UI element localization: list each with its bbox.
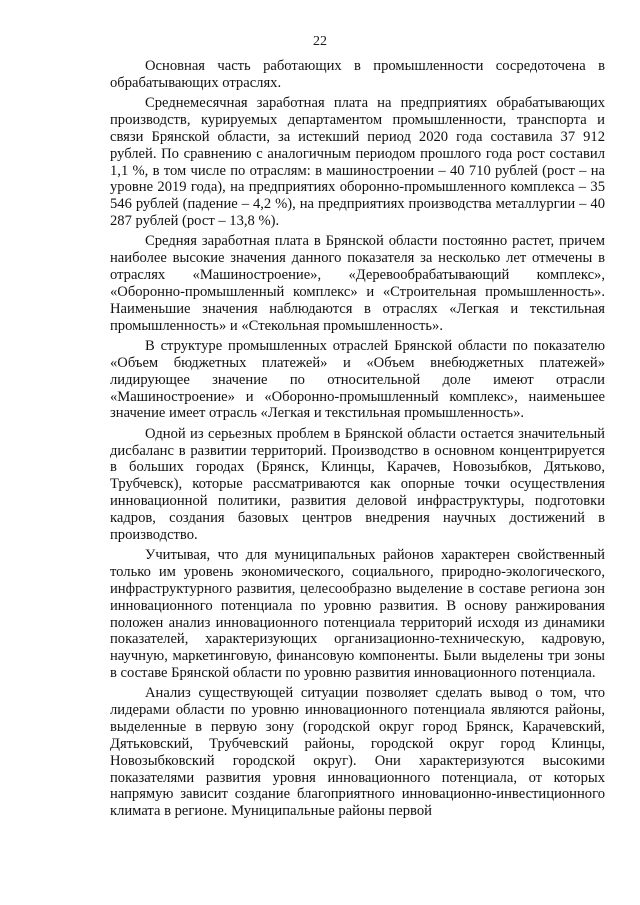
paragraph-7: Анализ существующей ситуации позволяет сделать вывод о том, что лидерами области по уровню инновационного потенциала являются районы, выделенные в первую зону (городской округ город Брянск, Карачевский, Дятьковский, Трубчевский районы, городской округ город Клинцы, Новозыбковский городской округ). Они характеризуются высокими показателями развития уровня инновационного потенциала, от которых напрямую зависит создание благоприятного инновационно-инвестиционного климата в регионе. Муниципальные районы первой: [110, 685, 605, 820]
document-body: [110, 58, 605, 824]
paragraph-3: Средняя заработная плата в Брянской области постоянно растет, причем наиболее высокие значения данного показателя за несколько лет отмечены в отраслях «Машиностроение», «Деревообрабатывающий комплекс», «Оборонно-промышленный комплекс» и «Строительная промышленность». Наименьшие значения наблюдаются в отраслях «Легкая и текстильная промышленность» и «Стекольная промышленность».: [110, 233, 605, 334]
page-number: 22: [313, 34, 327, 49]
paragraph-4: В структуре промышленных отраслей Брянской области по показателю «Объем бюджетных платежей» и «Объем внебюджетных платежей» лидирующее значение по относительной доле имеют отрасли «Машиностроение» и «Оборонно-промышленный комплекс», наименьшее значение имеет отрасль «Легкая и текстильная промышленность».: [110, 338, 605, 422]
paragraph-1: Основная часть работающих в промышленности сосредоточена в обрабатывающих отраслях.: [110, 58, 605, 91]
paragraph-2: Среднемесячная заработная плата на предприятиях обрабатывающих производств, курируемых департаментом промышленности, транспорта и связи Брянской области, за истекший период 2020 года составила 37 912 рублей. По сравнению с аналогичным периодом прошлого года рост составил 1,1 %, в том числе по отраслям: в машиностроении – 40 710 рублей (рост – на уровне 2019 года), на предприятиях оборонно-промышленного комплекса – 35 546 рублей (падение – 4,2 %), на предприятиях производства металлургии – 40 287 рублей (рост – 13,8 %).: [110, 95, 605, 230]
paragraph-5: Одной из серьезных проблем в Брянской области остается значительный дисбаланс в развитии территорий. Производство в основном концентрируется в больших городах (Брянск, Клинцы, Карачев, Новозыбков, Дятьково, Трубчевск), которые рассматриваются как опорные точки осуществления инновационной политики, развития деловой инфраструктуры, подготовки кадров, создания базовых центров внедрения научных достижений в производство.: [110, 425, 605, 543]
paragraph-6: Учитывая, что для муниципальных районов характерен свойственный только им уровень экономического, социального, природно-экологического, инфраструктурного развития, целесообразно выделение в составе региона зон инновационного потенциала по уровню развития. В основу ранжирования положен анализ инновационного потенциала территорий исходя из динамики показателей, характеризующих организационно-техническую, кадровую, научную, маркетинговую, финансовую компоненты. Были выделены три зоны в составе Брянской области по уровню развития инновационного потенциала.: [110, 547, 605, 682]
